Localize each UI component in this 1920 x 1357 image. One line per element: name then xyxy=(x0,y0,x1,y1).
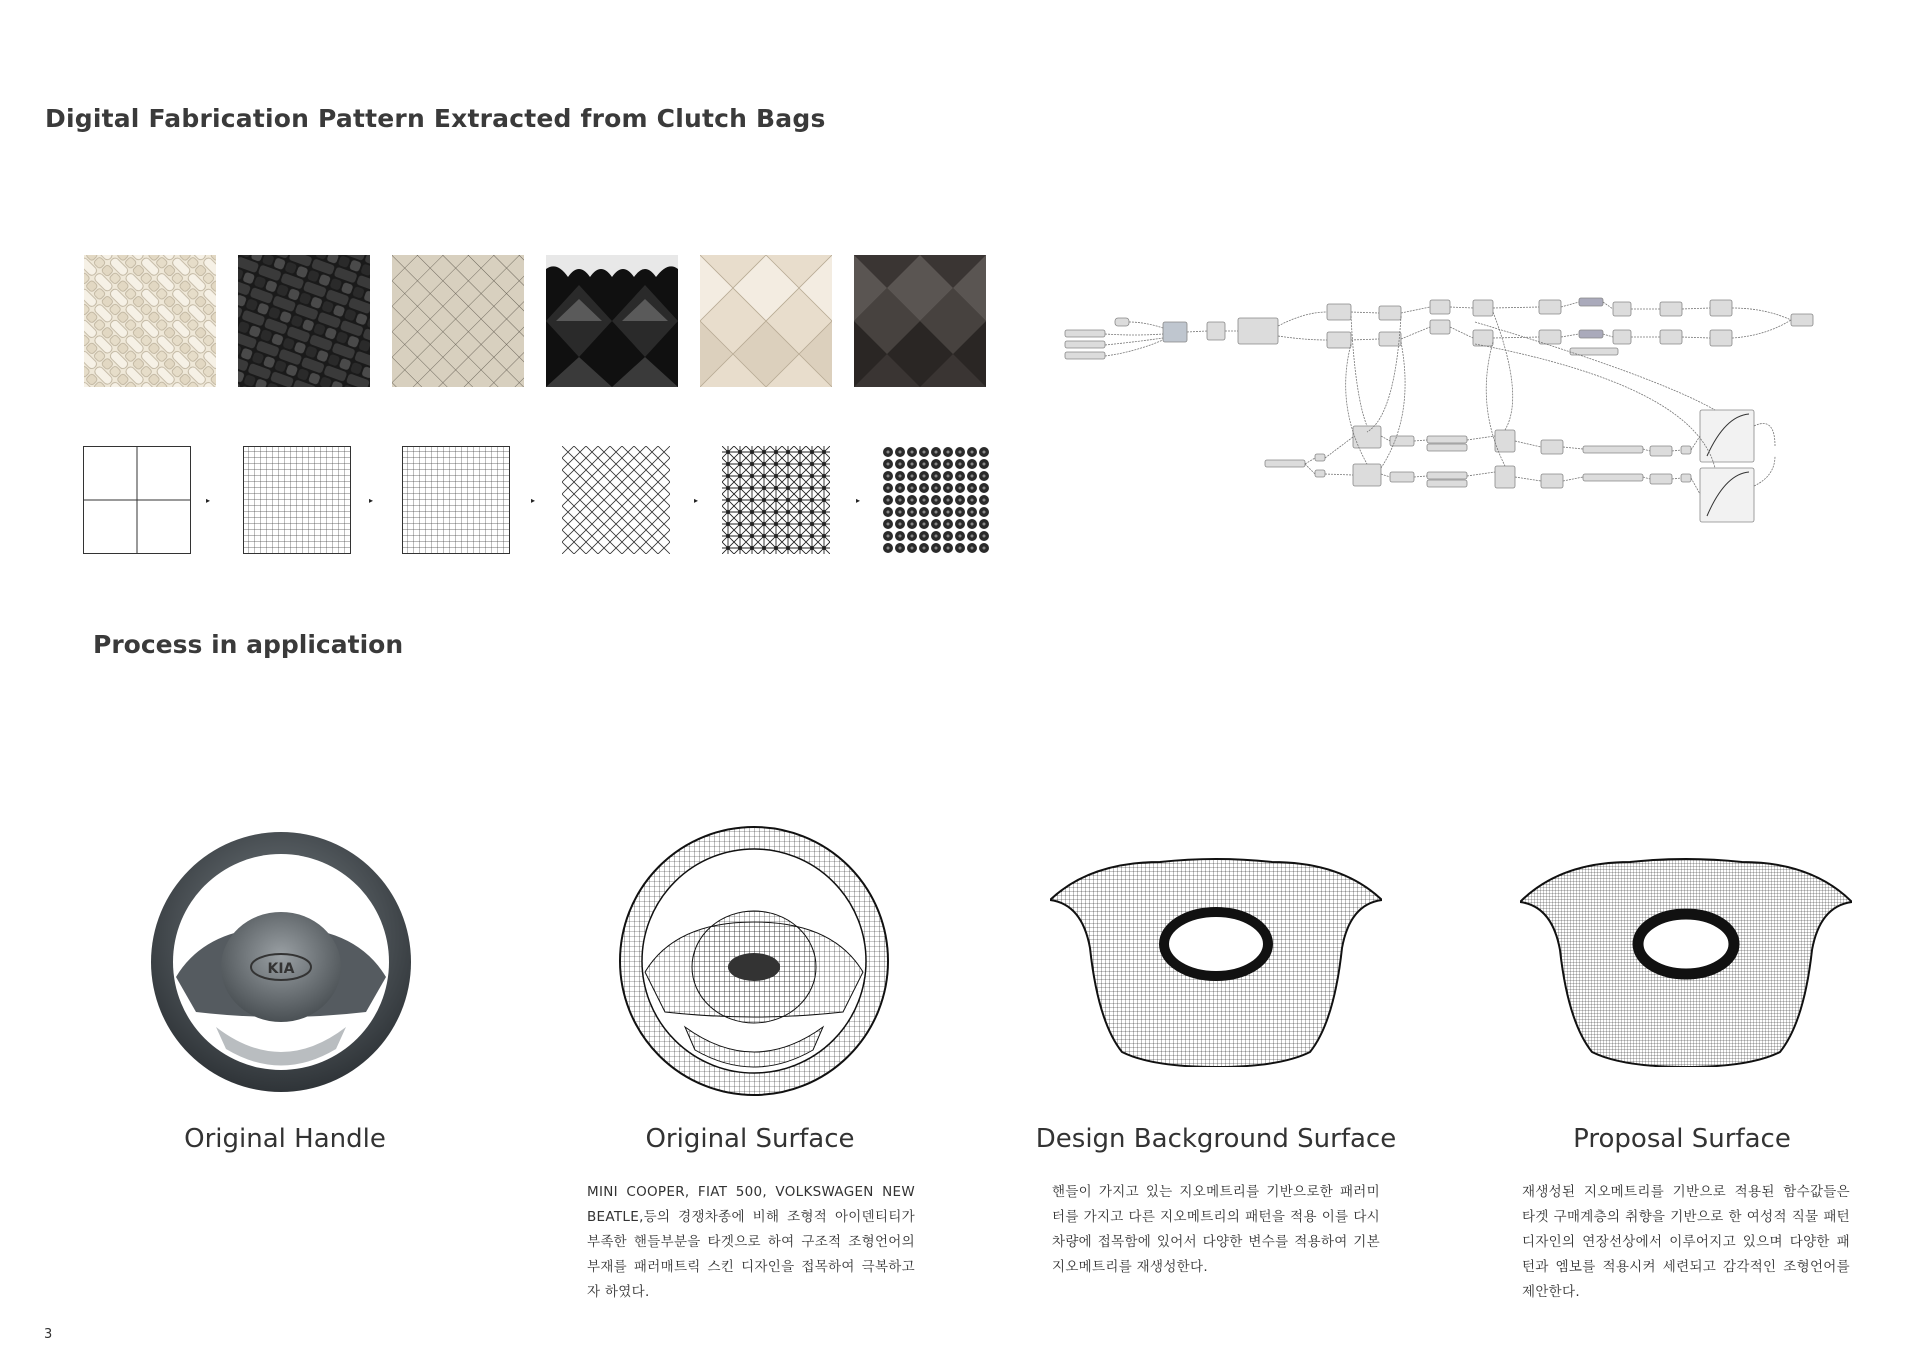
arrow-5: ▸ xyxy=(856,496,861,505)
swatch-quilted-beige xyxy=(392,255,524,387)
label-design-background-surface: Design Background Surface xyxy=(1035,1124,1397,1154)
arrow-2: ▸ xyxy=(369,496,374,505)
description-design-background-surface: 핸들이 가지고 있는 지오메트리를 기반으로한 패러미터를 가지고 다른 지오메트리의 패턴을 적용 이를 다시 차량에 접목함에 있어서 다양한 변수를 적용하여 기본 지오메트리를 재생성한다. xyxy=(1052,1184,1380,1275)
pattern-step-5-star-grid xyxy=(722,446,830,554)
description-proposal-surface: 재생성된 지오메트리를 기반으로 적용된 함수값들은 타겟 구매계층의 취향을 기반으로 한 여성적 직물 패턴디자인의 연장선상에서 이루어지고 있으며 다양한 패턴과 엠보를 적용시켜 세련되고 감각적인 조형언어를 제안한다. xyxy=(1522,1184,1850,1300)
arrow-1: ▸ xyxy=(206,496,211,505)
section-title-process: Process in application xyxy=(93,630,404,659)
label-original-handle: Original Handle xyxy=(184,1124,386,1154)
swatch-woven-cream xyxy=(84,255,216,387)
swatch-woven-black xyxy=(238,255,370,387)
page-number: 3 xyxy=(44,1327,53,1342)
pattern-step-3-fine-grid xyxy=(402,446,510,554)
arrow-4: ▸ xyxy=(694,496,699,505)
steering-wheel-wireframe xyxy=(615,822,893,1104)
pattern-step-6-dot-grid xyxy=(882,446,990,554)
swatch-diamond-cream xyxy=(700,255,832,387)
swatch-diamond-charcoal xyxy=(854,255,986,387)
label-original-surface: Original Surface xyxy=(645,1124,855,1154)
label-proposal-surface: Proposal Surface xyxy=(1573,1124,1791,1154)
airbag-cover-proposal-surface xyxy=(1520,852,1852,1071)
pattern-step-1-quad-grid xyxy=(83,446,191,554)
page-title: Digital Fabrication Pattern Extracted from Clutch Bags xyxy=(45,104,826,133)
pattern-step-4-diagonal-grid xyxy=(562,446,670,554)
arrow-3: ▸ xyxy=(531,496,536,505)
kia-logo-text: KIA xyxy=(267,961,295,977)
airbag-cover-background-surface xyxy=(1050,852,1382,1071)
swatch-quilted-black-gloss xyxy=(546,255,678,387)
steering-wheel-original-handle xyxy=(146,827,416,1101)
description-original-surface: MINI COOPER, FIAT 500, VOLKSWAGEN NEW BEATLE,등의 경쟁차종에 비해 조형적 아이덴티티가 부족한 핸들부분을 타겟으로 하여 구조적 조형언어의 부재를 패러매트릭 스킨 디자인을 접목하여 극복하고자 하였다. xyxy=(587,1184,915,1300)
parametric-node-graph xyxy=(1055,296,1830,530)
pattern-step-2-fine-grid xyxy=(243,446,351,554)
